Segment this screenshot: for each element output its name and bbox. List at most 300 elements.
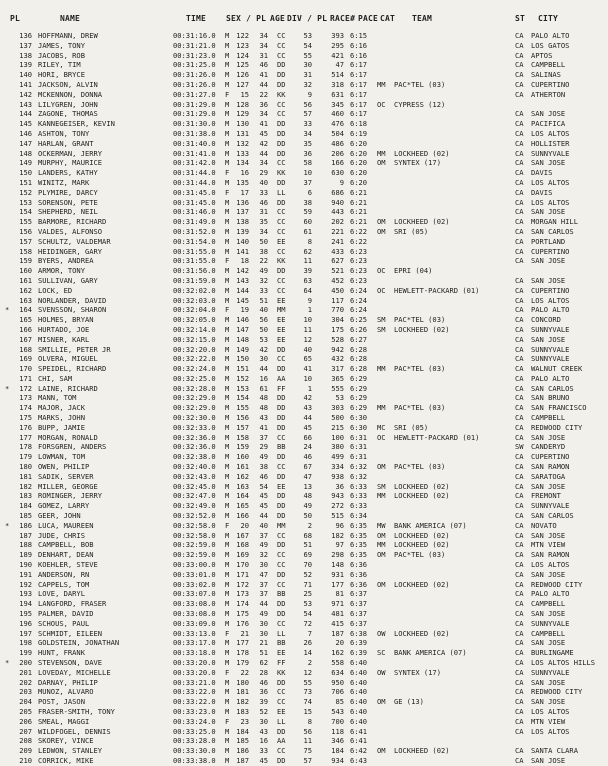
row-race-number: 100 — [331, 432, 344, 442]
row-time: 00:31:55.0 — [173, 246, 216, 256]
table-row — [0, 609, 608, 619]
row-place: 169 — [19, 354, 32, 364]
row-race-number: 221 — [331, 226, 344, 236]
row-sex: M — [225, 687, 230, 697]
table-row — [0, 393, 608, 403]
row-sex: M — [225, 158, 230, 168]
row-state: CA — [515, 40, 524, 50]
row-sex-place: 140 — [236, 236, 249, 246]
row-place: 140 — [19, 70, 32, 80]
row-city: SAN JOSE — [531, 109, 566, 119]
row-time: 00:32:05.0 — [173, 315, 216, 325]
table-row — [0, 384, 608, 394]
row-age: 21 — [259, 638, 268, 648]
row-division: CC — [277, 432, 286, 442]
row-sex-place: 178 — [236, 648, 249, 658]
table-row — [0, 354, 608, 364]
row-pace: 6:21 — [350, 187, 368, 197]
row-state: CA — [515, 716, 524, 726]
row-pace: 6:15 — [350, 31, 368, 40]
row-team: PAC*TEL (03) — [394, 462, 446, 472]
row-runner-name: HEIDINGER, GARY — [38, 246, 103, 256]
row-division: DD — [277, 511, 286, 521]
row-city: SAN RAMON — [531, 550, 570, 560]
row-division-place: 2 — [307, 520, 312, 530]
row-race-number: 452 — [331, 275, 344, 285]
row-age: 44 — [259, 79, 268, 89]
row-sex-place: 164 — [236, 491, 249, 501]
row-pace: 6:37 — [350, 609, 368, 619]
row-division-place: 10 — [303, 315, 312, 325]
row-state: CA — [515, 677, 524, 687]
row-age: 31 — [259, 50, 268, 60]
row-runner-name: LANDERS, KATHY — [38, 168, 98, 178]
row-division-place: 35 — [303, 138, 312, 148]
row-division: CC — [277, 462, 286, 472]
row-runner-name: OWEN, PHILIP — [38, 462, 90, 472]
row-sex-place: 139 — [236, 226, 249, 236]
row-runner-name: HOLMES, BRYAN — [38, 315, 94, 325]
row-state: CA — [515, 520, 524, 530]
row-place: 171 — [19, 373, 32, 383]
row-place: 192 — [19, 579, 32, 589]
row-division: KK — [277, 89, 286, 99]
row-pace: 6:23 — [350, 266, 368, 276]
row-division-place: 46 — [303, 452, 312, 462]
row-division-place: 55 — [303, 677, 312, 687]
row-city: SALINAS — [531, 70, 561, 80]
row-sex: M — [225, 550, 230, 560]
row-time: 00:31:45.0 — [173, 187, 216, 197]
row-category: MM — [377, 364, 386, 374]
table-row — [0, 442, 608, 452]
row-age: 44 — [259, 511, 268, 521]
row-state: CA — [515, 138, 524, 148]
row-state: CA — [515, 364, 524, 374]
row-time: 00:31:44.0 — [173, 168, 216, 178]
row-state: CA — [515, 599, 524, 609]
row-team: HEWLETT-PACKARD (01) — [394, 432, 480, 442]
row-sex-place: 135 — [236, 177, 249, 187]
row-time: 00:32:29.0 — [173, 393, 216, 403]
row-race-number: 543 — [331, 706, 344, 716]
row-place: 207 — [19, 726, 32, 736]
row-race-number: 81 — [335, 589, 344, 599]
row-age: 62 — [259, 658, 268, 667]
row-sex: M — [225, 31, 230, 40]
row-category: SC — [377, 648, 386, 658]
row-division-place: 1 — [307, 383, 312, 393]
row-pace: 6:17 — [350, 99, 368, 109]
row-pace: 6:29 — [350, 383, 368, 393]
row-city: REDWOOD CITY — [531, 687, 583, 697]
table-row — [0, 550, 608, 560]
row-sex-place: 176 — [236, 618, 249, 628]
row-age: 37 — [259, 579, 268, 589]
row-pace: 6:31 — [350, 442, 368, 452]
row-division-place: 62 — [303, 246, 312, 256]
row-city: LOS ALTOS HILLS — [531, 658, 596, 667]
row-sex: M — [225, 60, 230, 70]
row-city: REDWOOD CITY — [531, 422, 583, 432]
row-city: PALO ALTO — [531, 373, 570, 383]
row-state: CA — [515, 471, 524, 481]
row-pace: 6:20 — [350, 138, 368, 148]
row-runner-name: VALDES, ALFONSO — [38, 226, 103, 236]
row-category: MM — [377, 491, 386, 501]
row-city: SUNNYVALE — [531, 324, 570, 334]
header-sex-pl: SEX / PL — [226, 14, 267, 23]
row-sex: M — [225, 79, 230, 89]
row-state: CA — [515, 491, 524, 501]
row-team: LOCKHEED (02) — [394, 217, 450, 227]
row-state: CA — [515, 148, 524, 158]
table-row — [0, 41, 608, 51]
row-time: 00:32:59.0 — [173, 550, 216, 560]
row-race-number: 117 — [331, 295, 344, 305]
row-age: 36 — [259, 687, 268, 697]
row-pace: 6:40 — [350, 716, 368, 726]
row-place: 209 — [19, 746, 32, 756]
row-division-place: 10 — [303, 168, 312, 178]
row-race-number: 938 — [331, 471, 344, 481]
row-state: CA — [515, 550, 524, 560]
table-row — [0, 188, 608, 198]
row-sex: M — [225, 217, 230, 227]
row-division-place: 49 — [303, 501, 312, 511]
row-division-place: 25 — [303, 589, 312, 599]
row-time: 00:33:07.0 — [173, 589, 216, 599]
row-time: 00:32:58.0 — [173, 520, 216, 530]
row-city: BURLINGAME — [531, 648, 574, 658]
row-division: DD — [277, 138, 286, 148]
row-division-place: 73 — [303, 687, 312, 697]
row-place: 137 — [19, 40, 32, 50]
row-sex: M — [225, 315, 230, 325]
row-sex: M — [225, 736, 230, 746]
row-age: 30 — [259, 618, 268, 628]
row-division: DD — [277, 148, 286, 158]
row-sex-place: 132 — [236, 138, 249, 148]
row-division-place: 71 — [303, 579, 312, 589]
row-runner-name: GOLDSTEIN, JONATHAN — [38, 638, 120, 648]
row-pace: 6:20 — [350, 158, 368, 168]
row-sex: F — [225, 89, 230, 99]
row-place: 203 — [19, 687, 32, 697]
row-time: 00:31:23.0 — [173, 50, 216, 60]
row-runner-name: WINITZ, MARK — [38, 177, 90, 187]
row-time: 00:32:30.0 — [173, 413, 216, 423]
row-pace: 6:16 — [350, 40, 368, 50]
row-place: 208 — [19, 736, 32, 746]
table-row — [0, 80, 608, 90]
row-division-place: 70 — [303, 560, 312, 570]
row-pace: 6:37 — [350, 599, 368, 609]
row-sex-place: 151 — [236, 364, 249, 374]
row-race-number: 118 — [331, 726, 344, 736]
row-age: 33 — [259, 187, 268, 197]
table-row — [0, 100, 608, 110]
row-place: 177 — [19, 432, 32, 442]
row-division: EE — [277, 481, 286, 491]
row-star-marker: * — [5, 383, 10, 393]
table-row — [0, 482, 608, 492]
row-runner-name: PLYMIRE, DARCY — [38, 187, 98, 197]
row-time: 00:31:27.0 — [173, 89, 216, 99]
row-pace: 6:36 — [350, 569, 368, 579]
table-row — [0, 286, 608, 296]
row-age: 31 — [259, 207, 268, 217]
row-division-place: 36 — [303, 148, 312, 158]
row-sex-place: 149 — [236, 344, 249, 354]
row-sex-place: 186 — [236, 746, 249, 756]
row-team: PAC*TEL (03) — [394, 315, 446, 325]
row-division-place: 37 — [303, 177, 312, 187]
row-time: 00:31:40.0 — [173, 138, 216, 148]
row-age: 43 — [259, 726, 268, 736]
row-team: GE (13) — [394, 697, 424, 707]
row-sex-place: 159 — [236, 442, 249, 452]
row-division: DD — [277, 569, 286, 579]
row-city: MTN VIEW — [531, 716, 566, 726]
row-time: 00:33:25.0 — [173, 726, 216, 736]
row-age: 38 — [259, 246, 268, 256]
row-state: CA — [515, 226, 524, 236]
row-team: PAC*TEL (03) — [394, 364, 446, 374]
row-team: EPRI (04) — [394, 266, 433, 276]
row-pace: 6:29 — [350, 403, 368, 413]
row-state: CA — [515, 667, 524, 677]
row-race-number: 499 — [331, 452, 344, 462]
row-division: BB — [277, 638, 286, 648]
row-pace: 6:22 — [350, 226, 368, 236]
row-sex: M — [225, 99, 230, 109]
row-sex-place: 17 — [240, 187, 249, 197]
table-row — [0, 501, 608, 511]
row-pace: 6:23 — [350, 256, 368, 266]
row-sex: M — [225, 422, 230, 432]
row-sex: M — [225, 138, 230, 148]
table-row — [0, 256, 608, 266]
row-place: 143 — [19, 99, 32, 109]
row-sex: M — [225, 599, 230, 609]
row-race-number: 303 — [331, 403, 344, 413]
row-pace: 6:35 — [350, 530, 368, 540]
row-race-number: 634 — [331, 667, 344, 677]
row-sex-place: 146 — [236, 315, 249, 325]
row-category: SM — [377, 481, 386, 491]
row-state: CA — [515, 246, 524, 256]
row-sex-place: 145 — [236, 295, 249, 305]
row-city: SAN JOSE — [531, 697, 566, 707]
row-place: 179 — [19, 452, 32, 462]
row-time: 00:32:25.0 — [173, 373, 216, 383]
row-division-place: 38 — [303, 197, 312, 207]
row-time: 00:31:26.0 — [173, 79, 216, 89]
row-time: 00:31:46.0 — [173, 207, 216, 217]
row-division: CC — [277, 746, 286, 756]
row-runner-name: LUCA, MAUREEN — [38, 520, 94, 530]
row-race-number: 162 — [331, 648, 344, 658]
row-sex: M — [225, 442, 230, 452]
table-row — [0, 756, 608, 766]
row-sex-place: 156 — [236, 413, 249, 423]
row-category: OM — [377, 462, 386, 472]
row-age: 35 — [259, 217, 268, 227]
row-age: 47 — [259, 569, 268, 579]
row-category: MM — [377, 540, 386, 550]
row-category: OM — [377, 530, 386, 540]
row-race-number: 380 — [331, 442, 344, 452]
table-row — [0, 697, 608, 707]
row-age: 49 — [259, 452, 268, 462]
row-division-place: 51 — [303, 540, 312, 550]
row-category: OC — [377, 266, 386, 276]
row-pace: 6:39 — [350, 648, 368, 658]
row-pace: 6:26 — [350, 324, 368, 334]
header-cat: CAT — [380, 14, 396, 23]
row-division: EE — [277, 648, 286, 658]
row-state: CA — [515, 462, 524, 472]
row-state: CA — [515, 79, 524, 89]
results-list — [0, 31, 608, 766]
table-row — [0, 472, 608, 482]
row-category: MM — [377, 79, 386, 89]
row-sex: M — [225, 109, 230, 119]
row-sex: M — [225, 266, 230, 276]
row-sex: M — [225, 618, 230, 628]
row-race-number: 943 — [331, 491, 344, 501]
row-race-number: 934 — [331, 755, 344, 765]
row-sex-place: 168 — [236, 540, 249, 550]
row-pace: 6:18 — [350, 119, 368, 129]
row-pace: 6:43 — [350, 755, 368, 765]
row-age: 50 — [259, 324, 268, 334]
header-city: CITY — [538, 14, 559, 23]
row-place: 173 — [19, 393, 32, 403]
row-place: 148 — [19, 148, 32, 158]
row-pace: 6:41 — [350, 736, 368, 746]
table-row — [0, 168, 608, 178]
row-division-place: 33 — [303, 119, 312, 129]
row-city: SAN RAMON — [531, 462, 570, 472]
row-place: 201 — [19, 667, 32, 677]
row-sex-place: 166 — [236, 511, 249, 521]
row-place: 206 — [19, 716, 32, 726]
row-runner-name: GEER, JOHN — [38, 511, 81, 521]
row-pace: 6:40 — [350, 677, 368, 687]
row-race-number: 706 — [331, 687, 344, 697]
row-pace: 6:30 — [350, 413, 368, 423]
row-place: 185 — [19, 511, 32, 521]
row-runner-name: BARMORE, RICHARD — [38, 217, 107, 227]
row-place: 159 — [19, 256, 32, 266]
row-sex: M — [225, 413, 230, 423]
row-time: 00:33:00.0 — [173, 560, 216, 570]
table-row — [0, 305, 608, 315]
row-runner-name: RILEY, TIM — [38, 60, 81, 70]
row-place: 155 — [19, 217, 32, 227]
row-city: SAN CARLOS — [531, 383, 574, 393]
row-state: CA — [515, 452, 524, 462]
row-sex-place: 137 — [236, 207, 249, 217]
row-place: 164 — [19, 305, 32, 315]
row-pace: 6:24 — [350, 285, 368, 295]
row-sex: M — [225, 236, 230, 246]
row-time: 00:33:20.0 — [173, 667, 216, 677]
row-place: 174 — [19, 403, 32, 413]
table-row — [0, 717, 608, 727]
row-state: CA — [515, 119, 524, 129]
row-sex: M — [225, 207, 230, 217]
row-city: PALO ALTO — [531, 589, 570, 599]
row-time: 00:32:38.0 — [173, 452, 216, 462]
row-runner-name: SPEIDEL, RICHARD — [38, 364, 107, 374]
row-division: EE — [277, 315, 286, 325]
row-city: CUPERTINO — [531, 285, 570, 295]
row-sex-place: 158 — [236, 432, 249, 442]
row-age: 34 — [259, 226, 268, 236]
row-runner-name: CORRICK, MIKE — [38, 755, 94, 765]
row-state: CA — [515, 746, 524, 756]
row-category: MM — [377, 403, 386, 413]
row-time: 00:32:43.0 — [173, 471, 216, 481]
row-division: AA — [277, 373, 286, 383]
row-age: 32 — [259, 550, 268, 560]
row-division-place: 56 — [303, 99, 312, 109]
row-city: CUPERTINO — [531, 246, 570, 256]
table-row — [0, 491, 608, 501]
row-place: 199 — [19, 648, 32, 658]
row-age: 53 — [259, 334, 268, 344]
row-pace: 6:27 — [350, 334, 368, 344]
table-row — [0, 364, 608, 374]
row-sex-place: 126 — [236, 70, 249, 80]
row-division-place: 57 — [303, 109, 312, 119]
row-division: FF — [277, 383, 286, 393]
header-pl: PL — [10, 14, 21, 23]
row-division-place: 45 — [303, 422, 312, 432]
row-sex: M — [225, 40, 230, 50]
row-place: 141 — [19, 79, 32, 89]
row-category: MC — [377, 422, 386, 432]
row-time: 00:33:08.0 — [173, 609, 216, 619]
row-time: 00:32:52.0 — [173, 511, 216, 521]
row-place: 151 — [19, 177, 32, 187]
row-city: MTN VIEW — [531, 540, 566, 550]
row-runner-name: JAMES, TONY — [38, 40, 85, 50]
table-row — [0, 149, 608, 159]
row-pace: 6:31 — [350, 452, 368, 462]
row-division: DD — [277, 79, 286, 89]
row-division: KK — [277, 667, 286, 677]
row-race-number: 558 — [331, 658, 344, 667]
row-city: SARATOGA — [531, 471, 566, 481]
row-division-place: 58 — [303, 158, 312, 168]
row-sex: M — [225, 70, 230, 80]
row-pace: 6:40 — [350, 706, 368, 716]
table-row — [0, 217, 608, 227]
row-race-number: 298 — [331, 550, 344, 560]
row-team: LOCKHEED (02) — [394, 579, 450, 589]
row-sex-place: 152 — [236, 373, 249, 383]
row-runner-name: LAINE, RICHARD — [38, 383, 98, 393]
row-time: 00:32:22.0 — [173, 354, 216, 364]
row-division: DD — [277, 413, 286, 423]
row-sex: F — [225, 520, 230, 530]
row-sex-place: 18 — [240, 256, 249, 266]
row-city: LOS ALTOS — [531, 706, 570, 716]
